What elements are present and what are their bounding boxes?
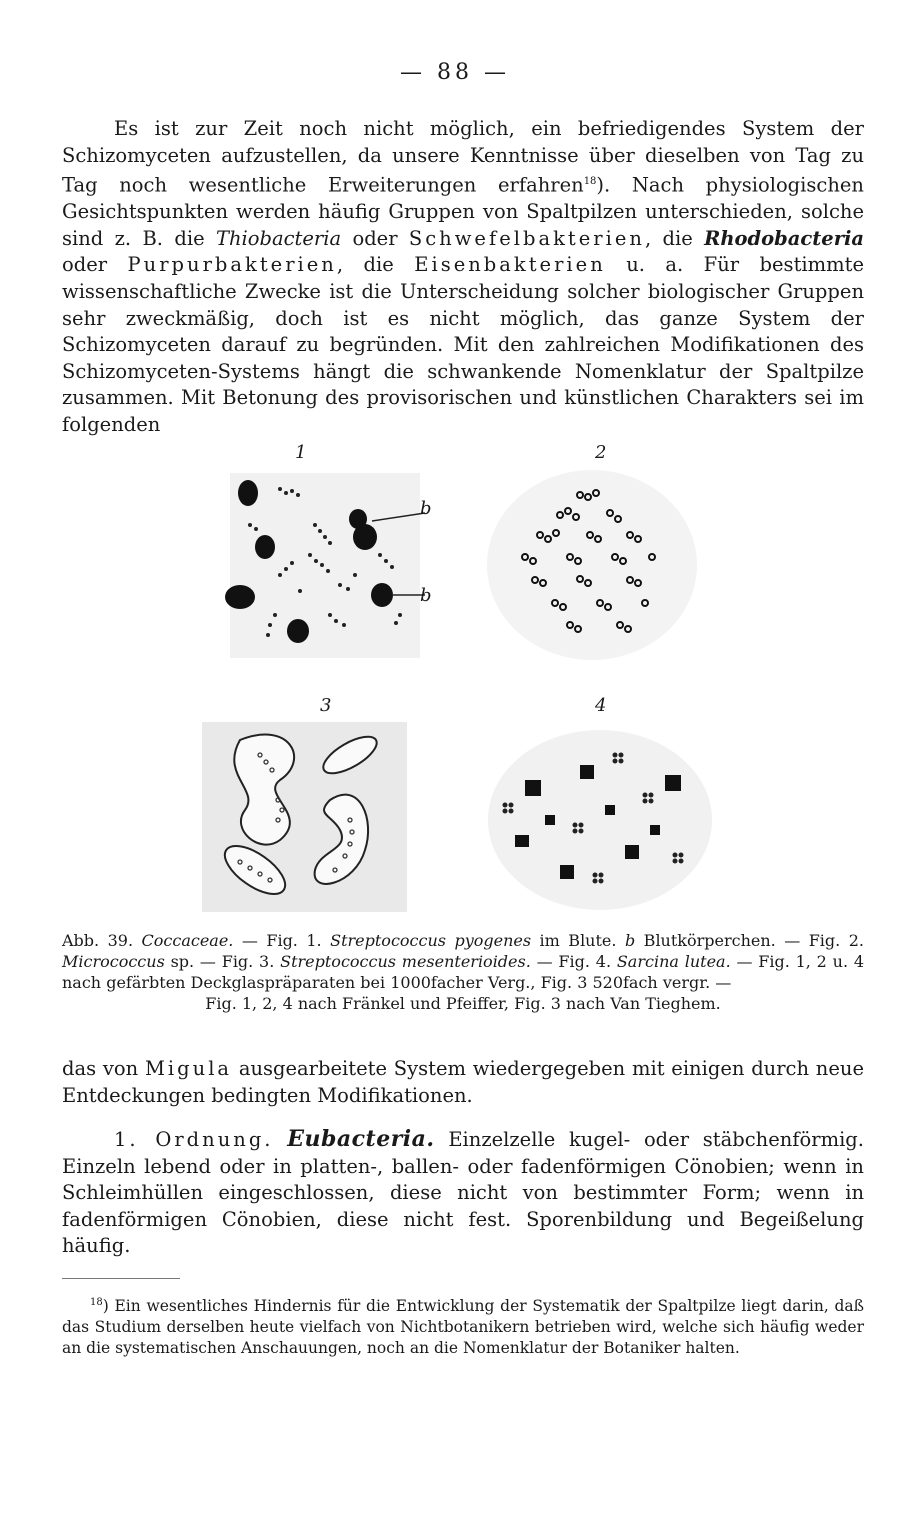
figure-label-2: 2 — [595, 442, 607, 463]
figure-label-4: 4 — [595, 695, 607, 716]
figure-caption: Abb. 39. Coccaceae. — Fig. 1. Streptococcus pyogenes im Blute. b Blutkörperchen. — Fig. 2. Micrococcus sp. — Fig. 3. Streptococcus mesenterioides. — Fig. 4. Sarcina lutea. — Fig. 1, 2 u. 4 nach gefärbten Deckglaspräparaten bei 1000facher Verg., Fig. 3 520fach vergr. — Fig. 1, 2, 4 nach Fränkel und Pfeiffer, Fig. 3 nach Van Tieghem. — [62, 931, 865, 1013]
figure-4-sarcina-lutea — [485, 725, 720, 915]
figure-label-3: 3 — [320, 695, 332, 716]
figure-1-b-label-2: b — [420, 585, 432, 606]
page-number: — 88 — — [400, 60, 510, 85]
figure-1-streptococcus-pyogenes — [220, 465, 430, 665]
paragraph-2: das von Migula ausgearbeitete System wiedergegeben mit einigen durch neue Entdeckungen bedingten Modifikationen. — [62, 1057, 864, 1107]
paragraph-3-eubacteria: 1. Ordnung. Eubacteria. Einzelzelle kugel- oder stäbchenförmig. Einzeln lebend oder in platten-, ballen- oder fadenförmigen Cönobien; wenn in Schleimhüllen eingeschlossen, diese nicht von bestimmter Form; wenn in fadenförmigen Cönobien, diese nicht fest. Sporenbildung und Begeißelung häufig. — [62, 1126, 864, 1258]
figure-1-b-label-1: b — [420, 498, 432, 519]
figure-3-streptococcus-mesenterioides — [200, 720, 410, 915]
paragraph-1: Es ist zur Zeit noch nicht möglich, ein befriedigendes System der Schizomyceten aufzustellen, da unsere Kenntnisse über dieselben von Tag zu Tag noch wesentliche Erweiterungen erfahren$^{18}$). Nach physiologischen Gesichtspunkten werden häufig Gruppen von Spaltpilzen unterschieden, solche sind z. B. die Thiobacteria oder Schwefelbakterien, die Rhodobacteria oder Purpurbakterien, die Eisenbakterien u. a. Für bestimmte wissenschaftliche Zwecke ist die Unterscheidung solcher biologischer Gruppen sehr zweckmäßig, doch ist es nicht möglich, das ganze System der Schizomyceten darauf zu begründen. Mit den zahlreichen Modifikationen des Schizomyceten-Systems hängt die schwankende Nomenklatur der Spaltpilze zusammen. Mit Betonung des provisorischen und künstlichen Charakters sei im folgenden — [62, 117, 865, 437]
figure-panel — [200, 440, 720, 920]
caption-sources: Fig. 1, 2, 4 nach Fränkel und Pfeiffer, Fig. 3 nach Van Tieghem. — [205, 994, 721, 1013]
order-name: Eubacteria. — [287, 1126, 435, 1152]
footnote-18: $^{18}$) Ein wesentliches Hindernis für die Entwicklung der Systematik der Spaltpilze liegt darin, daß das Studium derselben heute vielfach von Nichtbotanikern betrieben wird, welche sich häufig weder an die systematischen Anschauungen, noch an die Nomenklatur der Botaniker halten. — [62, 1297, 864, 1358]
footnote-divider — [62, 1278, 180, 1279]
figure-label-1: 1 — [295, 442, 307, 463]
figure-2-micrococcus — [480, 465, 710, 665]
footnote-ref[interactable]: 18 — [583, 176, 597, 188]
